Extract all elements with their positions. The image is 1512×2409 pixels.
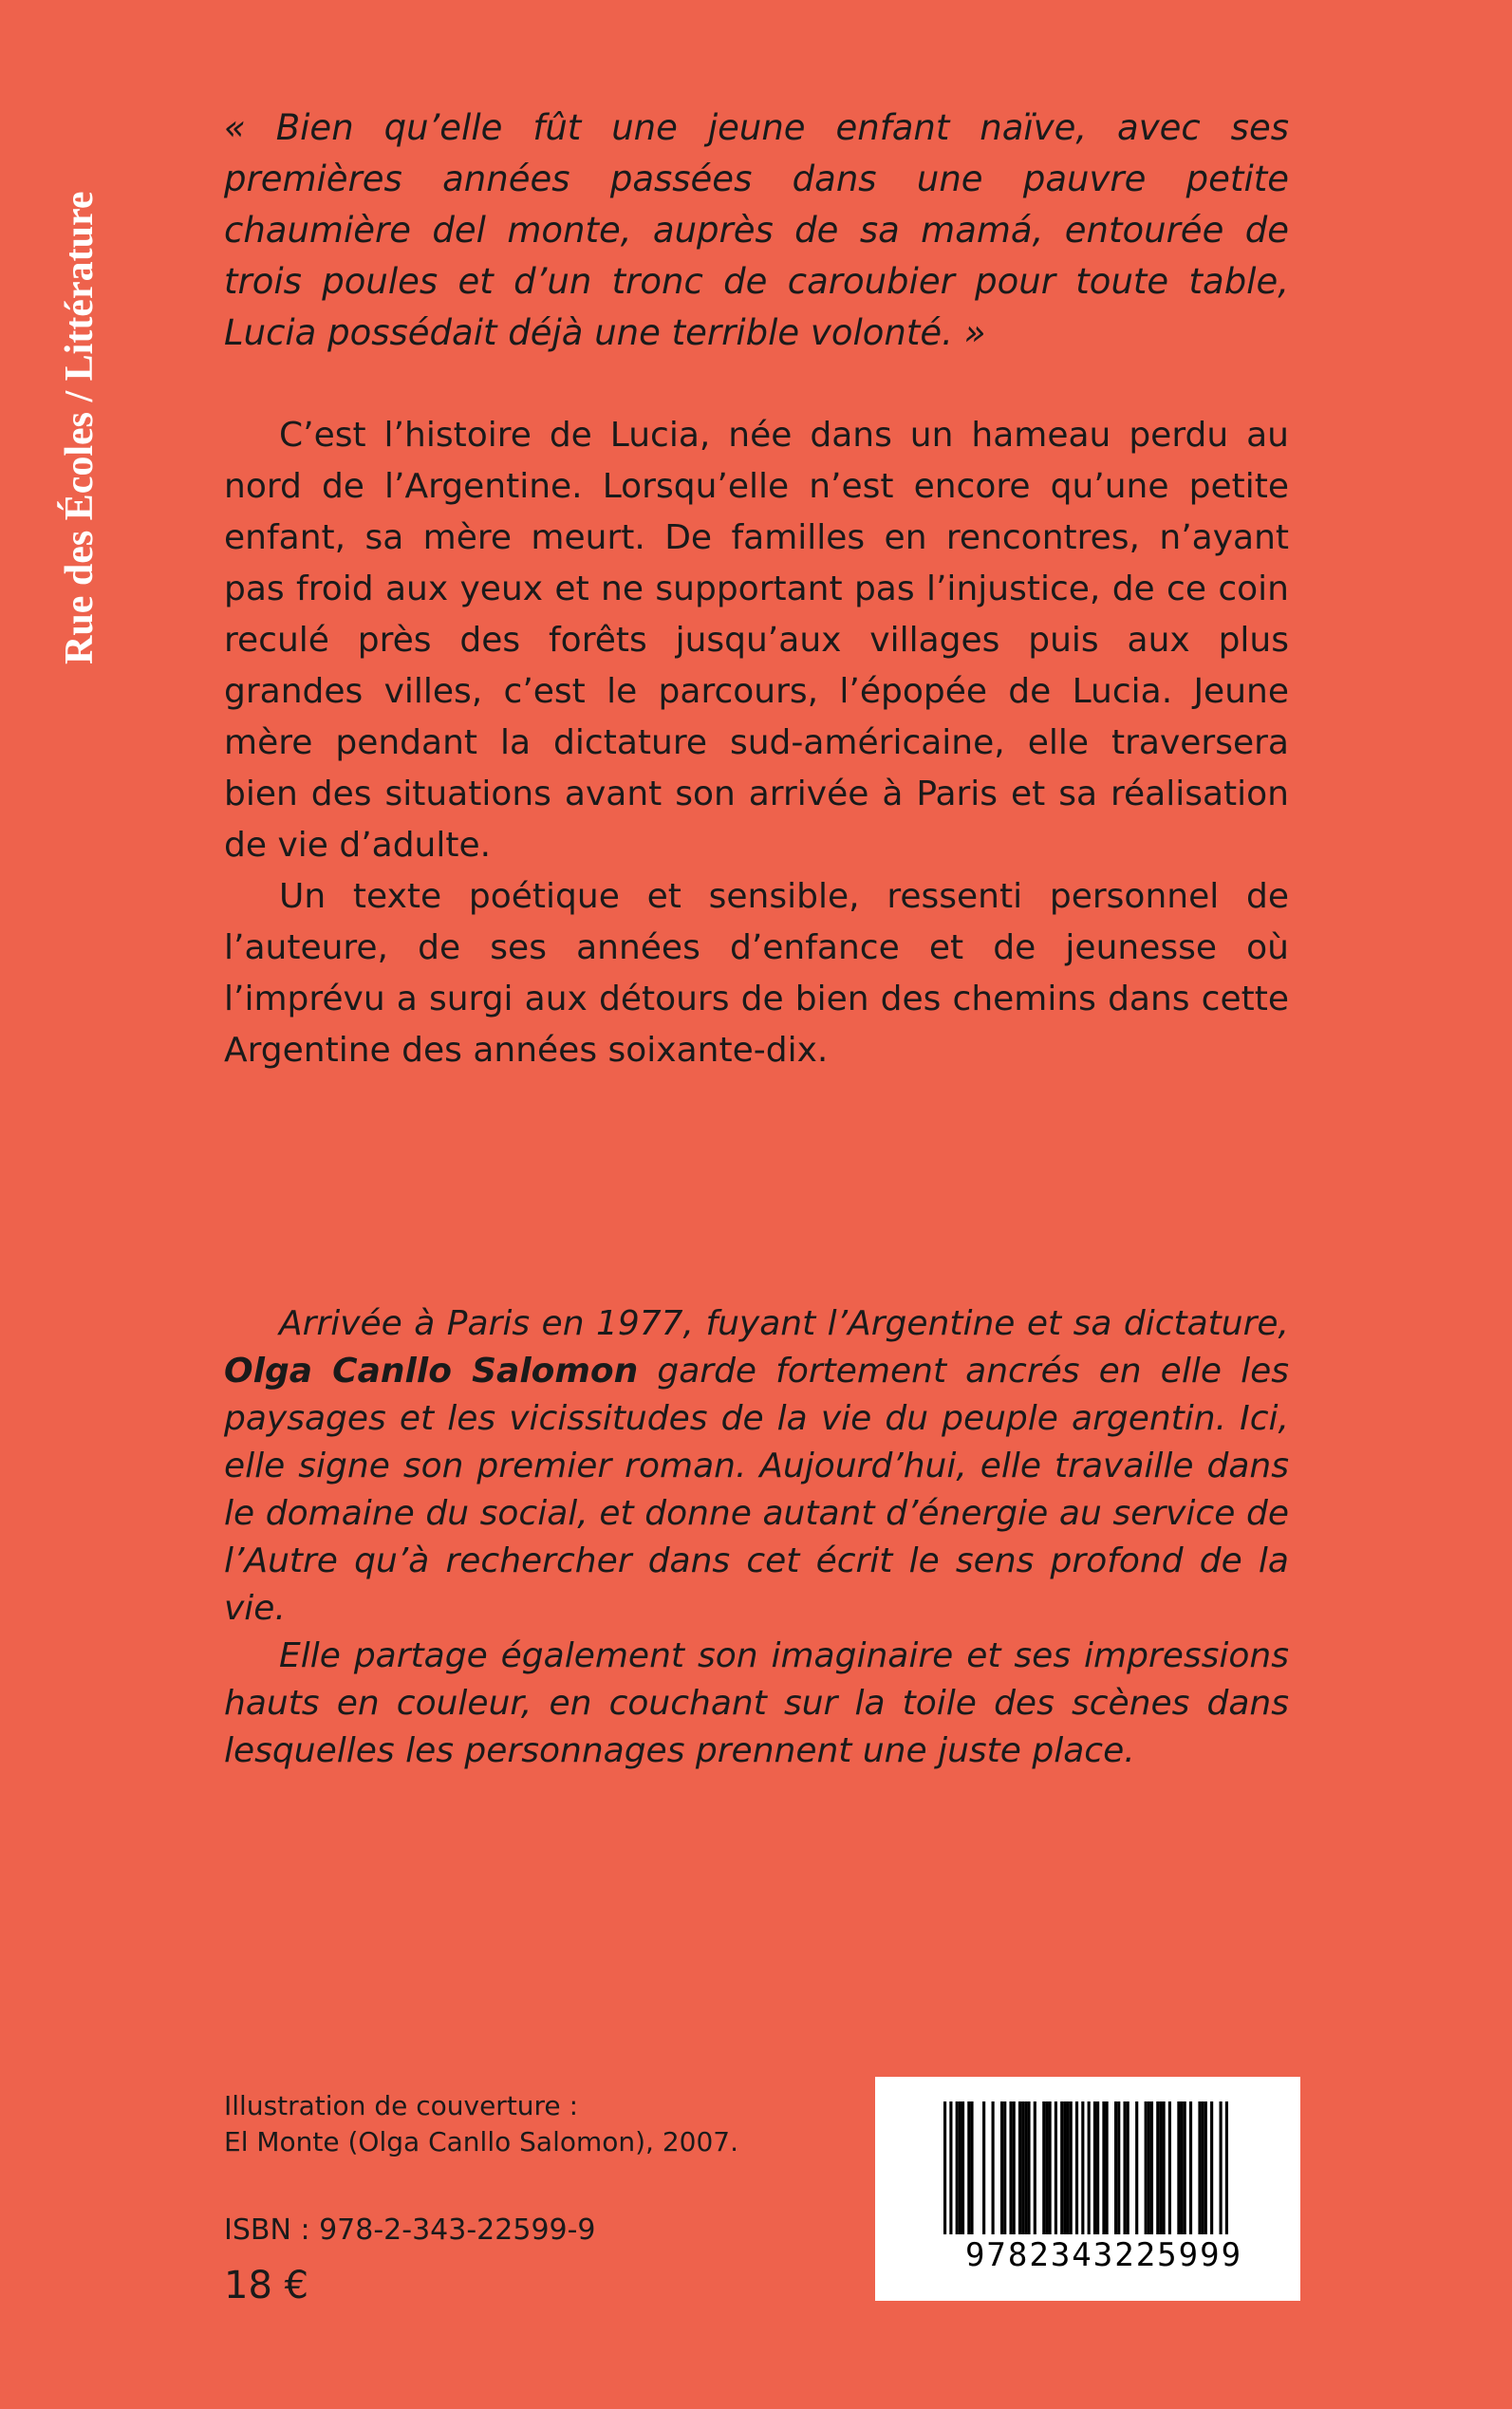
barcode-bar bbox=[1063, 2101, 1066, 2234]
barcode-bar bbox=[1163, 2101, 1166, 2234]
barcode-bar bbox=[1045, 2101, 1048, 2234]
barcode-bar bbox=[1070, 2101, 1073, 2234]
barcode-bar bbox=[1189, 2101, 1192, 2234]
barcode-bar bbox=[1127, 2101, 1129, 2234]
barcode-bars bbox=[943, 2101, 1228, 2234]
barcode-bar bbox=[1000, 2101, 1003, 2234]
barcode-bar bbox=[1088, 2101, 1091, 2234]
barcode-bar bbox=[1060, 2101, 1063, 2234]
barcode-bar bbox=[1114, 2101, 1117, 2234]
summary-paragraph-2: Un texte poétique et sensible, ressenti personnel de l’auteure, de ses années d’enfance et de jeunesse où l’imprévu a surgi aux détours de bien des chemins dans cette Argentine des années soixante-dix. bbox=[224, 877, 1289, 1070]
barcode-bar bbox=[961, 2101, 964, 2234]
barcode-bar bbox=[1202, 2101, 1204, 2234]
barcode-bar bbox=[1180, 2101, 1183, 2234]
barcode-bar bbox=[1081, 2101, 1084, 2234]
barcode-bar bbox=[992, 2101, 995, 2234]
barcode-bar bbox=[1042, 2101, 1045, 2234]
barcode-bar bbox=[970, 2101, 973, 2234]
barcode-bar bbox=[1177, 2101, 1180, 2234]
barcode-bar bbox=[959, 2101, 961, 2234]
barcode-bar bbox=[1123, 2101, 1126, 2234]
barcode-bar bbox=[1159, 2101, 1162, 2234]
barcode-bar bbox=[967, 2101, 970, 2234]
bio-rest: garde fortement ancrés en elle les paysages et les vicissitudes de la vie du peuple argentin. Ici, elle signe son premier roman. Aujourd’hui, elle travaille dans le domaine du social, et donne autant d’énergie au service de l’Autre qu’à rechercher dans cet écrit le sens profond de la vie. bbox=[224, 1352, 1289, 1628]
spine-title: Rue des Écoles / Littérature bbox=[58, 191, 102, 664]
barcode-bar bbox=[1225, 2101, 1228, 2234]
barcode-bar bbox=[1148, 2101, 1150, 2234]
barcode-bar bbox=[1034, 2101, 1036, 2234]
barcode-bar bbox=[1168, 2101, 1171, 2234]
barcode-bar bbox=[1150, 2101, 1153, 2234]
barcode-bar bbox=[1009, 2101, 1012, 2234]
author-bio-paragraph-2: Elle partage également son imaginaire et ses impressions hauts en couleur, en couchant sur la toile des scènes dans lesquelles les personnages prennent une juste place. bbox=[224, 1636, 1289, 1770]
barcode-bar bbox=[943, 2101, 946, 2234]
barcode-number: 9782343225999 bbox=[964, 2236, 1243, 2274]
barcode-bar bbox=[949, 2101, 952, 2234]
author-bio-paragraph-1 bbox=[224, 1300, 1289, 1633]
barcode-bar bbox=[1210, 2101, 1213, 2234]
barcode-bar bbox=[982, 2101, 985, 2234]
author-name: Olga Canllo Salomon bbox=[224, 1352, 639, 1391]
barcode-bar bbox=[1145, 2101, 1148, 2234]
credits-line-1: Illustration de couverture : bbox=[224, 2090, 578, 2121]
excerpt-quote: « Bien qu’elle fût une jeune enfant naïve, avec ses premières années passées dans une pauvre petite chaumière del monte, auprès de sa mamá, entourée de trois poules et d’un tronc de caroubier pour toute table, Lucia possédait déjà une terrible volonté. » bbox=[224, 107, 1289, 353]
barcode-bar bbox=[1093, 2101, 1096, 2234]
barcode-bar bbox=[1096, 2101, 1099, 2234]
barcode-bar bbox=[956, 2101, 959, 2234]
illustration-credits bbox=[224, 2088, 738, 2160]
barcode-bar bbox=[1135, 2101, 1138, 2234]
barcode-bar bbox=[1156, 2101, 1159, 2234]
isbn: ISBN : 978-2-343-22599-9 bbox=[224, 2213, 596, 2247]
credits-line-2: El Monte (Olga Canllo Salomon), 2007. bbox=[224, 2126, 739, 2157]
barcode-bar bbox=[1106, 2101, 1109, 2234]
barcode-bar bbox=[1013, 2101, 1016, 2234]
barcode-bar bbox=[1204, 2101, 1207, 2234]
barcode-bar bbox=[1117, 2101, 1120, 2234]
barcode-bar bbox=[1198, 2101, 1201, 2234]
barcode-bar bbox=[1220, 2101, 1223, 2234]
barcode-bar bbox=[1024, 2101, 1027, 2234]
barcode-bar bbox=[1003, 2101, 1006, 2234]
barcode-bar bbox=[1184, 2101, 1186, 2234]
barcode-bar bbox=[1055, 2101, 1057, 2234]
barcode-bar bbox=[1075, 2101, 1078, 2234]
barcode-bar bbox=[1066, 2101, 1069, 2234]
summary-paragraph-1: C’est l’histoire de Lucia, née dans un hameau perdu au nord de l’Argentine. Lorsqu’elle n’est encore qu’une petite enfant, sa mère meurt. De familles en rencontres, n’ayant pas froid aux yeux et ne supportant pas l’injustice, de ce coin reculé près des forêts jusqu’aux villages puis aux plus grandes villes, c’est le parcours, l’épopée de Lucia. Jeune mère pendant la dictature sud-américaine, elle traversera bien des situations avant son arrivée à Paris et sa réalisation de vie d’adulte. bbox=[224, 416, 1289, 865]
back-cover-text bbox=[224, 103, 1289, 1076]
price: 18 € bbox=[224, 2264, 309, 2307]
barcode-bar bbox=[1018, 2101, 1021, 2234]
barcode-bar bbox=[1049, 2101, 1052, 2234]
author-bio bbox=[224, 1300, 1289, 1775]
barcode-bar bbox=[1027, 2101, 1030, 2234]
bio-intro: Arrivée à Paris en 1977, fuyant l’Argentine et sa dictature, bbox=[279, 1304, 1289, 1343]
barcode-bar bbox=[1102, 2101, 1105, 2234]
barcode bbox=[875, 2077, 1300, 2301]
barcode-bar bbox=[1021, 2101, 1024, 2234]
